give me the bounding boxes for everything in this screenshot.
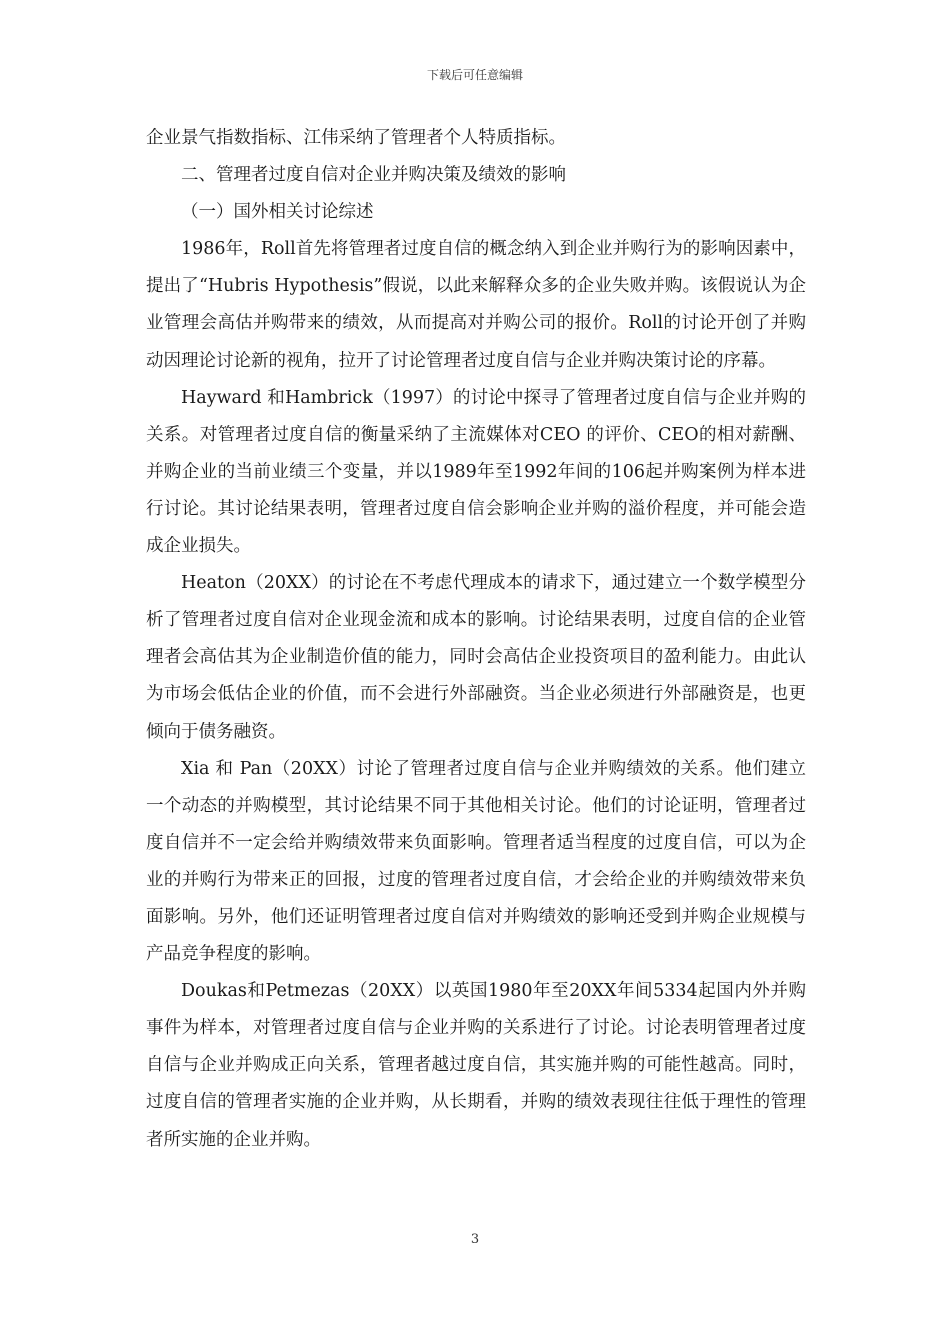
page-header: 下载后可任意编辑	[426, 68, 523, 82]
paragraph-continuation: 企业景气指数指标、江伟采纳了管理者个人特质指标。	[146, 128, 566, 148]
paragraph-xia-pan: Xia 和 Pan（20XX）讨论了管理者过度自信与企业并购绩效的关系。他们建立一个动态的并购模型，其讨论结果不同于其他相关讨论。他们的讨论证明，管理者过度自信并不一定会给并购绩效带来负面影响。管理者适当程度的过度自信，可以为企业的并购行为带来正的回报，过度的管理者过度自信，才会给企业的并购绩效带来负面影响。另外，他们还证明管理者过度自信对并购绩效的影响还受到并购企业规模与产品竞争程度的影响。	[146, 758, 806, 965]
page-number: 3	[470, 1232, 480, 1247]
paragraph-heaton: Heaton（20XX）的讨论在不考虑代理成本的请求下，通过建立一个数学模型分析了管理者过度自信对企业现金流和成本的影响。讨论结果表明，过度自信的企业管理者会高估其为企业制造价值的能力，同时会高估企业投资项目的盈利能力。由此认为市场会低估企业的价值，而不会进行外部融资。当企业必须进行外部融资是，也更倾向于债务融资。	[146, 573, 806, 742]
subsection-heading: （一）国外相关讨论综述	[181, 202, 374, 223]
paragraph-hayward: Hayward 和Hambrick（1997）的讨论中探寻了管理者过度自信与企业并购的关系。对管理者过度自信的衡量采纳了主流媒体对CEO 的评价、CEO的相对薪酬、并购企业的当前业绩三个变量，并以1989年至1992年间的106起并购案例为样本进行讨论。其讨论结果表明，管理者过度自信会影响企业并购的溢价程度，并可能会造成企业损失。	[146, 387, 806, 557]
paragraph-roll: 1986年，Roll首先将管理者过度自信的概念纳入到企业并购行为的影响因素中，提出了“Hubris Hypothesis”假说，以此来解释众多的企业失败并购。该假说认为企业管理会高估并购带来的绩效，从而提高对并购公司的报价。Roll的讨论开创了并购动因理论讨论新的视角，拉开了讨论管理者过度自信与企业并购决策讨论的序幕。	[146, 239, 806, 371]
body-text	[146, 120, 806, 1159]
paragraph-doukas: Doukas和Petmezas（20XX）以英国1980年至20XX年间5334起国内外并购事件为样本，对管理者过度自信与企业并购的关系进行了讨论。讨论表明管理者过度自信与企业并购成正向关系，管理者越过度自信，其实施并购的可能性越高。同时，过度自信的管理者实施的企业并购，从长期看，并购的绩效表现往往低于理性的管理者所实施的企业并购。	[146, 981, 806, 1150]
section-heading: 二、管理者过度自信对企业并购决策及绩效的影响	[181, 165, 566, 186]
